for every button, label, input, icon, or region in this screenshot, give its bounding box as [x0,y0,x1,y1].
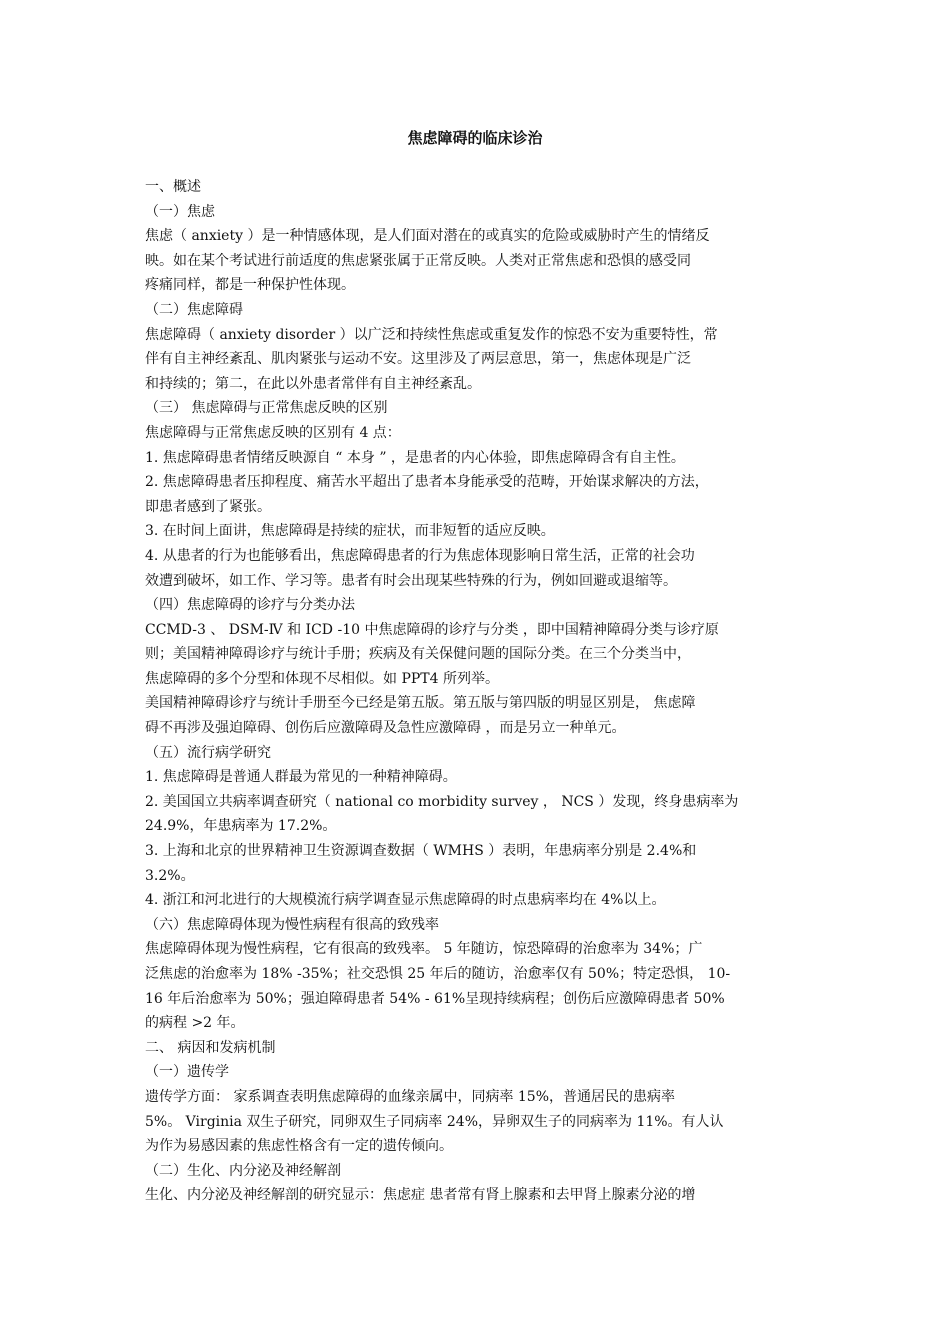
text-line: 和持续的；第二，在此以外患者常伴有自主神经紊乱。 [145,375,481,392]
text-line: 1. 焦虑障碍患者情绪反映源自 “ 本身 ” ，是患者的内心体验，即焦虑障碍含有自主性。 [145,449,685,466]
text-line: 焦虑障碍的多个分型和体现不尽相似。如 PPT4 所列举。 [145,670,499,687]
text-line: 焦虑障碍与正常焦虑反映的区别有 4 点： [145,424,401,441]
text-line: 2. 美国国立共病率调查研究（ national co morbidity survey ， NCS ）发现，终身患病率为 [145,793,739,810]
text-line: 16 年后治愈率为 50%；强迫障碍患者 54% - 61%呈现持续病程；创伤后应激障碍患者 50% [145,990,725,1007]
document-title: 焦虑障碍的临床诊治 [407,129,543,147]
text-line: 美国精神障碍诊疗与统计手册至今已经是第五版。第五版与第四版的明显区别是， 焦虑障 [145,695,696,712]
text-line: 焦虑（ anxiety ）是一种情感体现，是人们面对潜在的或真实的危险或威胁时产生的情绪反 [145,228,710,245]
text-line: 则；美国精神障碍诊疗与统计手册；疾病及有关保健问题的国际分类。在三个分类当中， [145,646,691,663]
text-line: 疼痛同样，都是一种保护性体现。 [145,277,355,294]
text-line: 一、概述 [145,179,201,195]
text-line: （一）遗传学 [145,1064,229,1081]
text-line: （四）焦虑障碍的诊疗与分类办法 [145,597,355,614]
text-line: 24.9%，年患病率为 17.2%。 [145,818,337,835]
text-line: （三） 焦虑障碍与正常焦虑反映的区别 [145,400,388,417]
text-line: 泛焦虑的治愈率为 18% -35%；社交恐惧 25 年后的随访，治愈率仅有 50%；特定恐惧， 10- [145,966,731,982]
text-line: 映。如在某个考试进行前适度的焦虑紧张属于正常反映。人类对正常焦虑和恐惧的感受同 [145,252,691,269]
text-line: 1. 焦虑障碍是普通人群最为常见的一种精神障碍。 [145,769,457,786]
text-line: 5%。 Virginia 双生子研究，同卵双生子同病率 24%，异卵双生子的同病率为 11%。有人认 [145,1113,724,1130]
text-line: 的病程 >2 年。 [145,1015,245,1032]
text-line: 生化、内分泌及神经解剖的研究显示：焦虑症 患者常有肾上腺素和去甲肾上腺素分泌的增 [145,1187,696,1204]
text-line: （二）生化、内分泌及神经解剖 [145,1162,341,1179]
text-line: 3.2%。 [145,867,195,884]
text-line: 遗传学方面： 家系调查表明焦虑障碍的血缘亲属中，同病率 15%，普通居民的患病率 [145,1088,676,1105]
text-line: 碍不再涉及强迫障碍、创伤后应激障碍及急性应激障碍 ，而是另立一种单元。 [145,720,626,737]
text-line: 4. 从患者的行为也能够看出，焦虑障碍患者的行为焦虑体现影响日常生活，正常的社会功 [145,547,695,564]
text-line: 效遭到破坏，如工作、学习等。患者有时会出现某些特殊的行为，例如回避或退缩等。 [145,572,677,589]
text-line: （一）焦虑 [145,203,215,220]
text-line: 焦虑障碍体现为慢性病程，它有很高的致残率。 5 年随访，惊恐障碍的治愈率为 34%；广 [145,941,703,958]
text-line: 二、 病因和发病机制 [145,1039,276,1056]
text-line: 2. 焦虑障碍患者压抑程度、痛苦水平超出了患者本身能承受的范畴，开始谋求解决的方法， [145,474,709,491]
document-body [145,175,817,1208]
text-line: 3. 在时间上面讲，焦虑障碍是持续的症状，而非短暂的适应反映。 [145,523,555,540]
text-line: 伴有自主神经紊乱、肌肉紧张与运动不安。这里涉及了两层意思，第一，焦虑体现是广泛 [145,351,691,368]
text-line: 3. 上海和北京的世界精神卫生资源调查数据（ WMHS ）表明，年患病率分别是 2.4%和 [145,843,697,860]
text-line: 4. 浙江和河北进行的大规模流行病学调查显示焦虑障碍的时点患病率均在 4%以上。 [145,892,666,909]
text-line: （二）焦虑障碍 [145,301,243,318]
text-line: CCMD-3 、 DSM-Ⅳ 和 ICD -10 中焦虑障碍的诊疗与分类 ，即中国精神障碍分类与诊疗原 [145,621,719,638]
text-line: （五）流行病学研究 [145,744,271,761]
text-line: 即患者感到了紧张。 [145,498,271,515]
text-line: 焦虑障碍（ anxiety disorder ）以广泛和持续性焦虑或重复发作的惊恐不安为重要特性，常 [145,326,718,343]
text-line: （六）焦虑障碍体现为慢性病程有很高的致残率 [145,916,439,933]
text-line: 为作为易感因素的焦虑性格含有一定的遗传倾向。 [145,1138,453,1155]
